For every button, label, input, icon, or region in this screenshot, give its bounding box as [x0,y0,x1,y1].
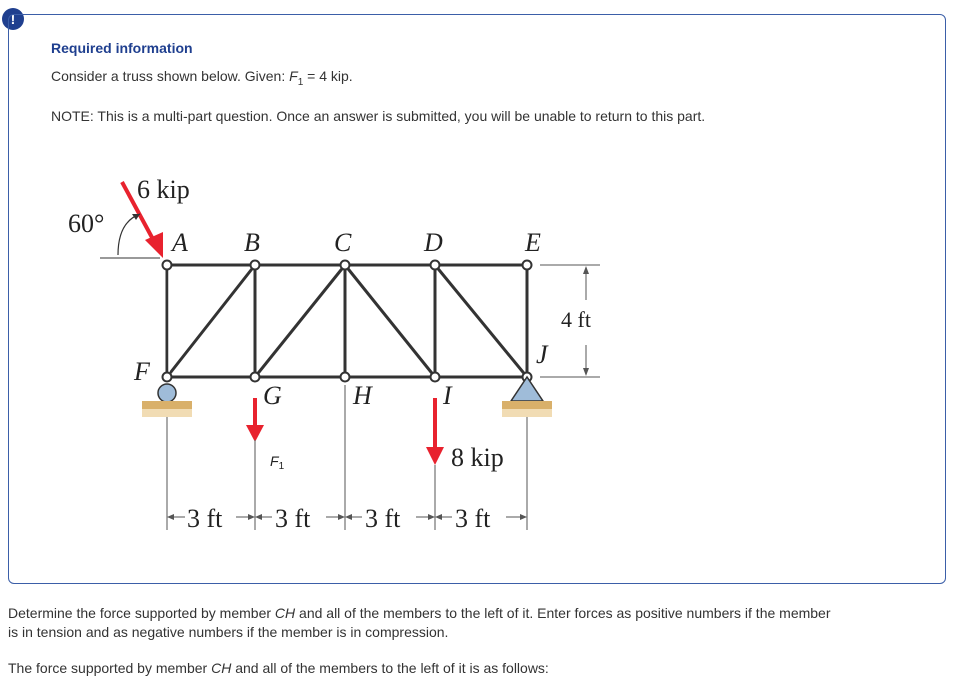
height-dimension-label: 4 ft [561,307,591,332]
label-c: C [334,228,352,257]
multi-part-note: NOTE: This is a multi-part question. Once an answer is submitted, you will be unable to return to this part. [51,108,706,124]
angle-label: 60° [68,209,105,238]
label-i: I [443,381,452,410]
load-8kip-arrow [426,398,444,465]
roller-support [142,384,192,417]
given-statement: Consider a truss shown below. Given: $F_1 = 4$ kip. [51,68,353,88]
load-f1-arrow [246,398,264,442]
joint-f [163,373,172,382]
required-information-title: Required information [51,40,193,56]
span-label-3: 3 ft [365,504,401,533]
label-f: F [134,357,150,386]
truss-members [167,265,527,377]
joint-c [341,261,350,270]
span-label-2: 3 ft [275,504,311,533]
truss-joints [163,261,532,382]
span-label-4: 3 ft [455,504,491,533]
joint-h [341,373,350,382]
label-b: B [244,228,260,257]
angle-arc [118,214,140,255]
label-h: H [353,381,372,410]
joint-b [251,261,260,270]
joint-g [251,373,260,382]
label-j: J [536,340,548,369]
question-line-1: Determine the force supported by member CH and all of the members to the left of it. Enter forces as positive numbers if the member [8,605,831,621]
joint-i [431,373,440,382]
label-d: D [424,228,443,257]
question-line-2: is in tension and as negative numbers if the member is in compression. [8,624,449,640]
label-a: A [172,228,188,257]
truss-figure [60,170,620,545]
load-8kip-label: 8 kip [451,443,504,472]
alert-icon: ! [2,8,24,30]
span-label-1: 3 ft [187,504,223,533]
member-gc [255,265,345,377]
joint-a [163,261,172,270]
label-g: G [263,381,282,410]
member-ci [345,265,435,377]
member-fb [167,265,255,377]
joint-e [523,261,532,270]
load-6kip-label: 6 kip [137,175,190,204]
load-f1-label: $F_1$ [270,453,285,472]
member-dj [435,265,527,377]
label-e: E [525,228,541,257]
pin-support [502,377,552,417]
joint-d [431,261,440,270]
question-line-3: The force supported by member CH and all of the members to the left of it is as follows: [8,660,549,676]
